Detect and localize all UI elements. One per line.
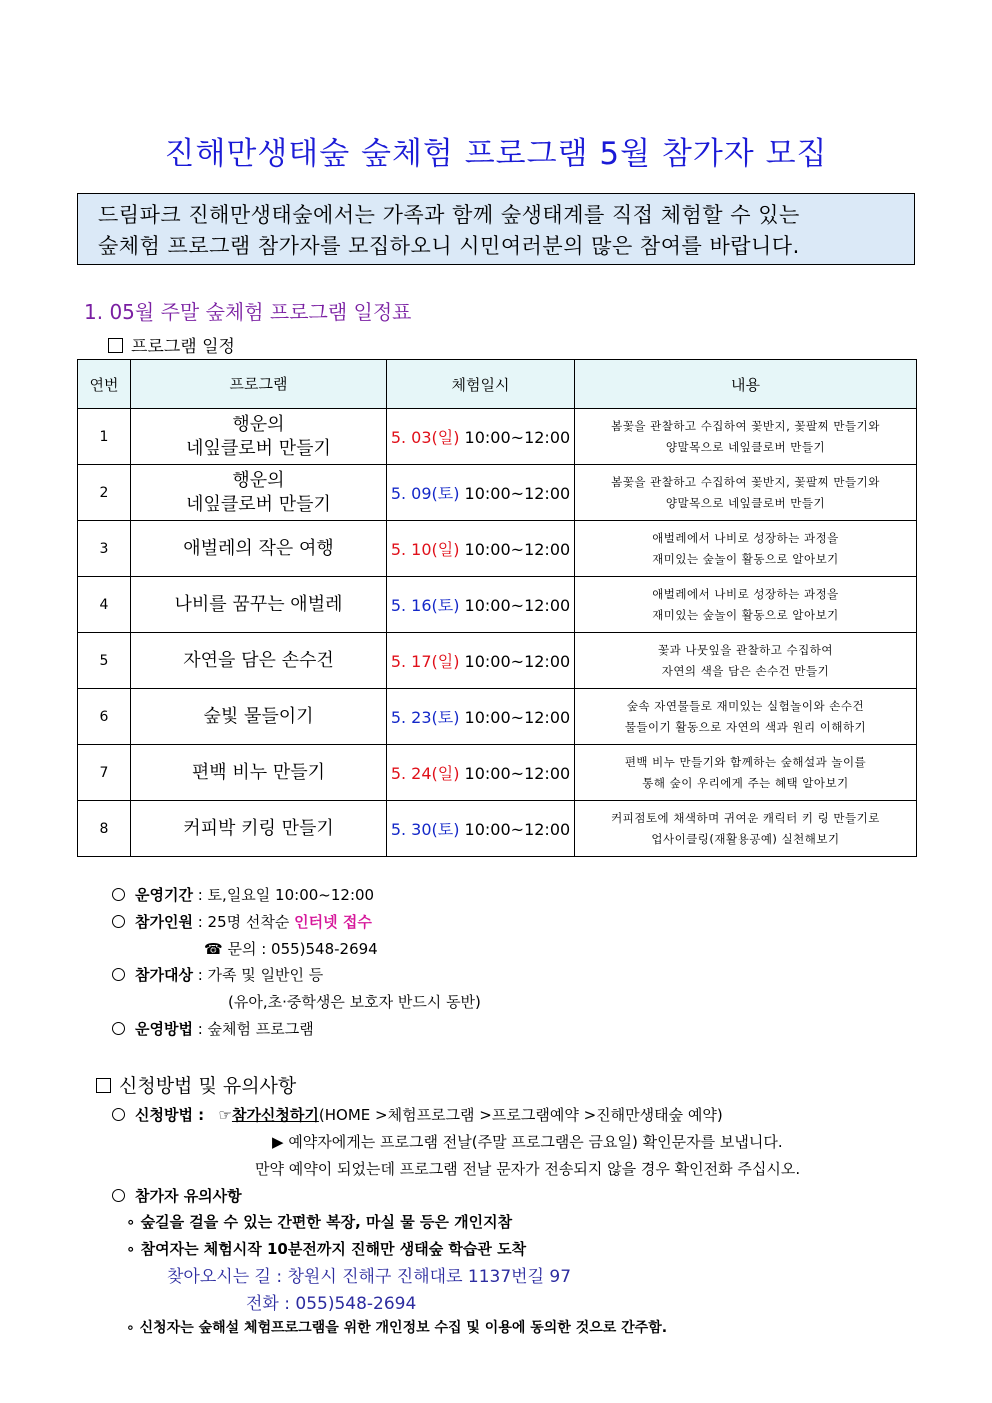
table-row <box>78 633 917 689</box>
circle-bullet-icon <box>112 915 125 928</box>
schedule-date <box>387 577 575 633</box>
internet-apply-highlight: 인터넷 접수 <box>294 913 372 931</box>
program-name-line1: 편백 비누 만들기 <box>191 761 326 783</box>
schedule-date <box>387 409 575 465</box>
info-phone: ☎ 문의 : 055)548-2694 <box>204 940 378 958</box>
description-line2: 물들이기 활동으로 자연의 색과 원리 이해하기 <box>624 719 867 734</box>
description-line1: 애벌레에서 나비로 성장하는 과정을 <box>652 586 839 601</box>
circle-bullet-icon <box>112 1189 125 1202</box>
col-header-program: 프로그램 <box>131 360 387 409</box>
time-range: 10:00~12:00 <box>459 764 571 783</box>
schedule-date <box>387 801 575 857</box>
description-line2: 양말목으로 네잎클로버 만들기 <box>665 495 826 510</box>
description-line2: 재미있는 숲놀이 활동으로 알아보기 <box>652 607 839 622</box>
program-name-line1: 행운의 <box>232 413 285 435</box>
program-name-line1: 숲빛 물들이기 <box>203 705 314 727</box>
checkbox-square-icon <box>96 1078 111 1093</box>
schedule-date <box>387 633 575 689</box>
description-line1: 꽃과 나뭇잎을 관찰하고 수집하여 <box>658 642 833 657</box>
program-description <box>575 801 917 857</box>
description-line2: 업사이클링(재활용공예) 실천해보기 <box>651 831 840 846</box>
info-method: 운영방법 : 숲체험 프로그램 <box>112 1018 314 1039</box>
row-number: 6 <box>78 689 131 745</box>
checkbox-square-icon <box>108 338 123 353</box>
program-description <box>575 465 917 521</box>
row-number: 2 <box>78 465 131 521</box>
info-target: 참가대상 : 가족 및 일반인 등 <box>112 964 323 985</box>
program-name-line1: 나비를 꿈꾸는 애벌레 <box>174 593 343 615</box>
date-day: 5. 16(토) <box>390 596 460 615</box>
description-line2: 재미있는 숲놀이 활동으로 알아보기 <box>652 551 839 566</box>
table-row <box>78 689 917 745</box>
schedule-date <box>387 521 575 577</box>
program-name <box>131 465 387 521</box>
time-range: 10:00~12:00 <box>459 820 571 839</box>
col-header-no: 연번 <box>78 360 131 409</box>
description-line1: 봄꽃을 관찰하고 수집하여 꽃반지, 꽃팔찌 만들기와 <box>611 474 880 489</box>
intro-line-1: 드림파크 진해만생태숲에서는 가족과 함께 숲생태계를 직접 체험할 수 있는 <box>98 203 800 227</box>
date-day: 5. 30(토) <box>390 820 460 839</box>
description-line2: 통해 숲이 우리에게 주는 혜택 알아보기 <box>642 775 849 790</box>
description-line1: 편백 비누 만들기와 함께하는 숲해설과 놀이를 <box>624 754 867 769</box>
circle-bullet-icon <box>112 1022 125 1035</box>
caution-bullet-3: ∘ 신청자는 숲해설 체험프로그램을 위한 개인정보 수집 및 이용에 동의한 것으로 간주함. <box>126 1320 668 1336</box>
col-header-content: 내용 <box>575 360 917 409</box>
contact-phone: 전화 : 055)548-2694 <box>246 1294 417 1314</box>
apply-link[interactable]: 참가신청하기 <box>231 1106 319 1124</box>
description-line1: 애벌레에서 나비로 성장하는 과정을 <box>652 530 839 545</box>
info-target-note: (유아,초·중학생은 보호자 반드시 동반) <box>228 993 481 1011</box>
notice-line-2: 만약 예약이 되었는데 프로그램 전날 문자가 전송되지 않을 경우 확인전화 주십시오. <box>255 1160 801 1178</box>
info-people: 참가인원 : 25명 선착순 인터넷 접수 <box>112 911 372 932</box>
program-name <box>131 409 387 465</box>
apply-section-heading: 신청방법 및 유의사항 <box>96 1071 296 1098</box>
info-period: 운영기간 : 토,일요일 10:00~12:00 <box>112 884 374 905</box>
date-day: 5. 23(토) <box>390 708 460 727</box>
program-name-line1: 커피박 키링 만들기 <box>183 817 334 839</box>
date-day: 5. 24(일) <box>390 764 460 783</box>
table-row <box>78 521 917 577</box>
schedule-heading: 1. 05월 주말 숲체험 프로그램 일정표 <box>84 300 412 324</box>
program-name <box>131 521 387 577</box>
schedule-date <box>387 689 575 745</box>
program-name <box>131 745 387 801</box>
program-name-line1: 애벌레의 작은 여행 <box>183 537 334 559</box>
table-row <box>78 409 917 465</box>
program-description <box>575 409 917 465</box>
circle-bullet-icon <box>112 1108 125 1121</box>
program-name-line1: 자연을 담은 손수건 <box>183 649 334 671</box>
time-range: 10:00~12:00 <box>459 484 571 503</box>
description-line1: 봄꽃을 관찰하고 수집하여 꽃반지, 꽃팔찌 만들기와 <box>611 418 880 433</box>
caution-bullet-2: ∘ 참여자는 체험시작 10분전까지 진해만 생태숲 학습관 도착 <box>126 1240 527 1258</box>
table-row <box>78 745 917 801</box>
program-description <box>575 745 917 801</box>
program-name <box>131 633 387 689</box>
circle-bullet-icon <box>112 968 125 981</box>
caution-heading: 참가자 유의사항 <box>112 1185 242 1206</box>
notice-line-1: ▶ 예약자에게는 프로그램 전날(주말 프로그램은 금요일) 확인문자를 보냅니다. <box>272 1133 783 1151</box>
table-row <box>78 577 917 633</box>
date-day: 5. 17(일) <box>390 652 460 671</box>
time-range: 10:00~12:00 <box>459 428 571 447</box>
table-header-row <box>78 360 917 409</box>
time-range: 10:00~12:00 <box>459 540 571 559</box>
page-title: 진해만생태숲 숲체험 프로그램 5월 참가자 모집 <box>164 136 828 172</box>
program-name <box>131 801 387 857</box>
table-row <box>78 465 917 521</box>
time-range: 10:00~12:00 <box>459 596 571 615</box>
row-number: 4 <box>78 577 131 633</box>
description-line1: 숲속 자연물들로 재미있는 실험놀이와 손수건 <box>626 698 865 713</box>
description-line1: 커피점토에 채색하며 귀여운 캐릭터 키 링 만들기로 <box>611 810 880 825</box>
schedule-date <box>387 465 575 521</box>
description-line2: 자연의 색을 담은 손수건 만들기 <box>661 663 830 678</box>
col-header-date: 체험일시 <box>387 360 575 409</box>
intro-box <box>77 193 915 265</box>
intro-line-2: 숲체험 프로그램 참가자를 모집하오니 시민여러분의 많은 참여를 바랍니다. <box>98 234 800 258</box>
date-day: 5. 10(일) <box>390 540 460 559</box>
program-description <box>575 689 917 745</box>
description-line2: 양말목으로 네잎클로버 만들기 <box>665 439 826 454</box>
program-name <box>131 577 387 633</box>
schedule-subheading <box>108 332 235 357</box>
directions: 찾아오시는 길 : 창원시 진해구 진해대로 1137번길 97 <box>167 1267 572 1287</box>
row-number: 1 <box>78 409 131 465</box>
date-day: 5. 09(토) <box>390 484 460 503</box>
apply-method: 신청방법 : ☞참가신청하기(HOME >체험프로그램 >프로그램예약 >진해만생태숲 예약) <box>112 1104 723 1125</box>
program-name-line2: 네잎클로버 만들기 <box>186 437 331 459</box>
schedule-subheading-label: 프로그램 일정 <box>131 337 235 357</box>
date-day: 5. 03(일) <box>390 428 460 447</box>
circle-bullet-icon <box>112 888 125 901</box>
schedule-table <box>77 359 917 857</box>
row-number: 5 <box>78 633 131 689</box>
pointing-hand-icon: ☞ <box>218 1106 232 1124</box>
program-description <box>575 521 917 577</box>
row-number: 7 <box>78 745 131 801</box>
program-name <box>131 689 387 745</box>
caution-bullet-1: ∘ 숲길을 걸을 수 있는 간편한 복장, 마실 물 등은 개인지참 <box>126 1213 513 1231</box>
program-description <box>575 633 917 689</box>
phone-icon: ☎ <box>204 940 223 958</box>
arrow-right-icon: ▶ <box>272 1133 284 1151</box>
table-row <box>78 801 917 857</box>
time-range: 10:00~12:00 <box>459 708 571 727</box>
time-range: 10:00~12:00 <box>459 652 571 671</box>
program-description <box>575 577 917 633</box>
program-name-line2: 네잎클로버 만들기 <box>186 493 331 515</box>
row-number: 8 <box>78 801 131 857</box>
row-number: 3 <box>78 521 131 577</box>
program-name-line1: 행운의 <box>232 469 285 491</box>
schedule-date <box>387 745 575 801</box>
